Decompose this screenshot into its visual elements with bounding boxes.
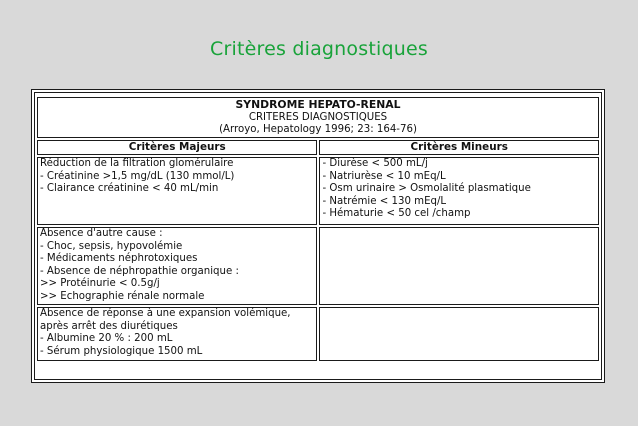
row1-minor-line: - Osm urinaire > Osmolalité plasmatique [322, 183, 531, 195]
criteria-table [35, 95, 601, 363]
row1-minor-line: - Natriurèse < 10 mEq/L [322, 170, 446, 182]
row1-minor-cell [319, 157, 599, 225]
row2-major-line: >> Protéinurie < 0.5g/j [40, 278, 160, 290]
row3-minor-cell [319, 307, 599, 361]
row1-major-line: - Clairance créatinine < 40 mL/min [40, 183, 219, 195]
column-header-row [37, 140, 599, 155]
row1-major-line: Réduction de la filtration glomérulaire [40, 158, 234, 169]
row2-major-line: >> Echographie rénale normale [40, 290, 205, 302]
table-row [37, 307, 599, 361]
row2-minor-cell [319, 227, 599, 305]
table-header-row [37, 97, 599, 138]
row3-major-line: Absence de réponse à une expansion volémique, [40, 308, 291, 319]
header-subtitle: CRITERES DIAGNOSTIQUES [248, 111, 388, 123]
row3-major-line: - Sérum physiologique 1500 mL [40, 345, 203, 357]
column-header-minor: Critères Mineurs [319, 140, 599, 155]
row3-major-cell [37, 307, 317, 361]
table-row [37, 157, 599, 225]
row2-major-line: - Absence de néphropathie organique : [40, 265, 239, 277]
row2-major-line: - Médicaments néphrotoxiques [40, 253, 198, 265]
row2-major-line: Absence d'autre cause : [40, 228, 163, 239]
row1-minor-line: - Natrémie < 130 mEq/L [322, 195, 447, 207]
table-header-cell [37, 97, 599, 138]
row3-major-line: après arrêt des diurétiques [40, 320, 178, 332]
slide-title: Critères diagnostiques [210, 38, 428, 60]
table-row [37, 227, 599, 305]
row2-major-cell [37, 227, 317, 305]
row1-minor-line: - Hématurie < 50 cel /champ [322, 208, 471, 220]
row1-major-line: - Créatinine >1,5 mg/dL (130 mmol/L) [40, 170, 235, 182]
row1-major-cell [37, 157, 317, 225]
header-title: SYNDROME HEPATO-RENAL [235, 98, 401, 111]
header-reference: (Arroyo, Hepatology 1996; 23: 164-76) [219, 124, 417, 136]
column-header-major: Critères Majeurs [37, 140, 317, 155]
row1-minor-line: - Diurèse < 500 mL/j [322, 158, 428, 169]
row2-major-line: - Choc, sepsis, hypovolémie [40, 240, 183, 252]
row3-major-line: - Albumine 20 % : 200 mL [40, 333, 173, 345]
